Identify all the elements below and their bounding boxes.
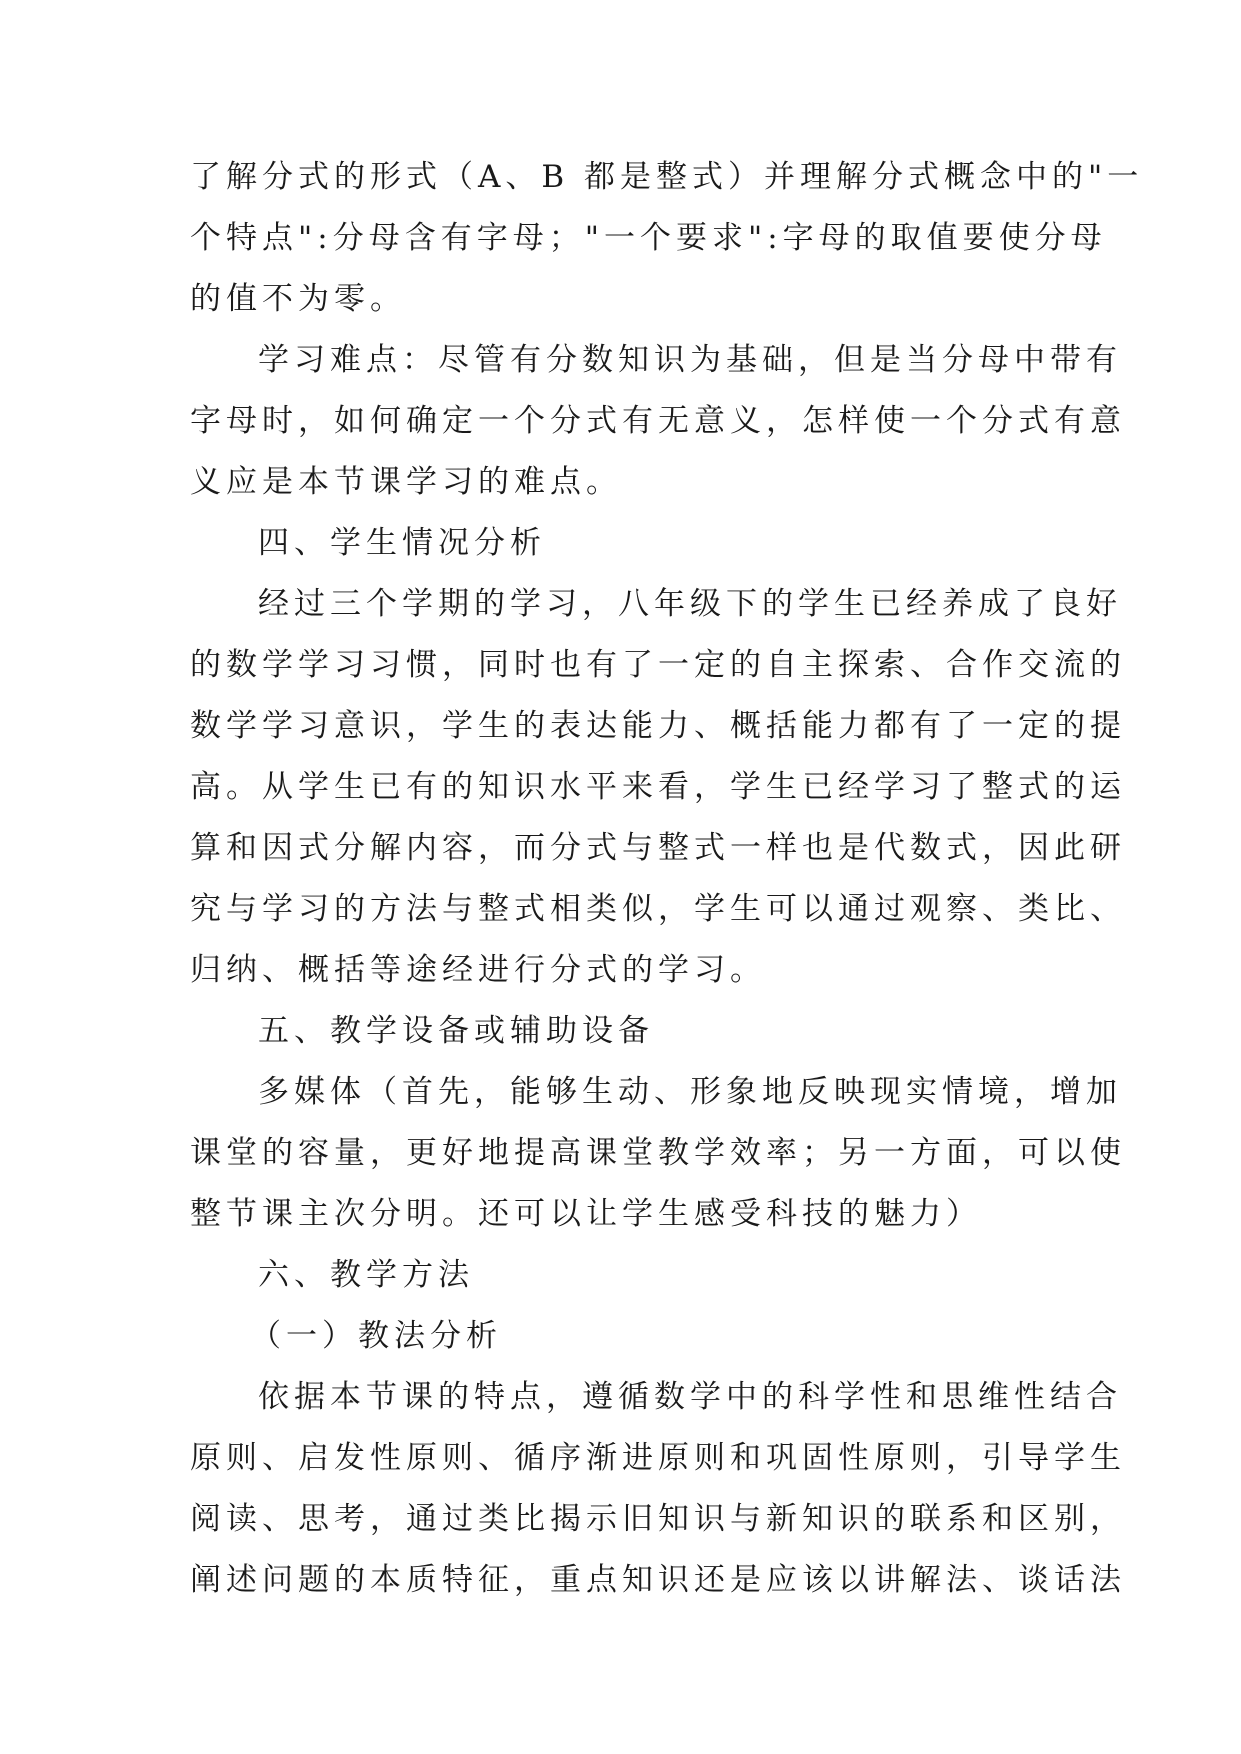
body-line: 数学学习意识，学生的表达能力、概括能力都有了一定的提 bbox=[190, 708, 1126, 744]
body-line: 多媒体（首先，能够生动、形象地反映现实情境，增加 bbox=[258, 1074, 1122, 1110]
body-line: 算和因式分解内容，而分式与整式一样也是代数式，因此研 bbox=[190, 830, 1126, 866]
body-line: 义应是本节课学习的难点。 bbox=[190, 464, 622, 500]
body-line: 的数学学习习惯，同时也有了一定的自主探索、合作交流的 bbox=[190, 647, 1126, 683]
body-line: 归纳、概括等途经进行分式的学习。 bbox=[190, 952, 766, 988]
body-line: 经过三个学期的学习，八年级下的学生已经养成了良好 bbox=[258, 586, 1122, 622]
body-line: 究与学习的方法与整式相类似，学生可以通过观察、类比、 bbox=[190, 891, 1126, 927]
body-line: 原则、启发性原则、循序渐进原则和巩固性原则，引导学生 bbox=[190, 1440, 1126, 1476]
section-heading: 六、教学方法 bbox=[258, 1257, 474, 1293]
section-heading: 五、教学设备或辅助设备 bbox=[258, 1013, 654, 1049]
body-line: 阅读、思考，通过类比揭示旧知识与新知识的联系和区别， bbox=[190, 1501, 1126, 1537]
body-line: 个特点":分母含有字母；"一个要求":字母的取值要使分母 bbox=[190, 220, 1107, 256]
section-heading: 四、学生情况分析 bbox=[258, 525, 546, 561]
body-line: 阐述问题的本质特征，重点知识还是应该以讲解法、谈话法 bbox=[190, 1562, 1126, 1598]
body-line: 课堂的容量，更好地提高课堂教学效率；另一方面，可以使 bbox=[190, 1135, 1126, 1171]
body-line: 了解分式的形式（A、B 都是整式）并理解分式概念中的"一 bbox=[190, 159, 1144, 195]
body-line: 整节课主次分明。还可以让学生感受科技的魅力） bbox=[190, 1196, 982, 1232]
body-line: 字母时，如何确定一个分式有无意义，怎样使一个分式有意 bbox=[190, 403, 1126, 439]
subsection-heading: （一）教法分析 bbox=[250, 1318, 502, 1354]
body-line: 高。从学生已有的知识水平来看，学生已经学习了整式的运 bbox=[190, 769, 1126, 805]
body-line: 的值不为零。 bbox=[190, 281, 406, 317]
document-body bbox=[190, 147, 1144, 1611]
body-line: 学习难点：尽管有分数知识为基础，但是当分母中带有 bbox=[258, 342, 1122, 378]
body-line: 依据本节课的特点，遵循数学中的科学性和思维性结合 bbox=[258, 1379, 1122, 1415]
